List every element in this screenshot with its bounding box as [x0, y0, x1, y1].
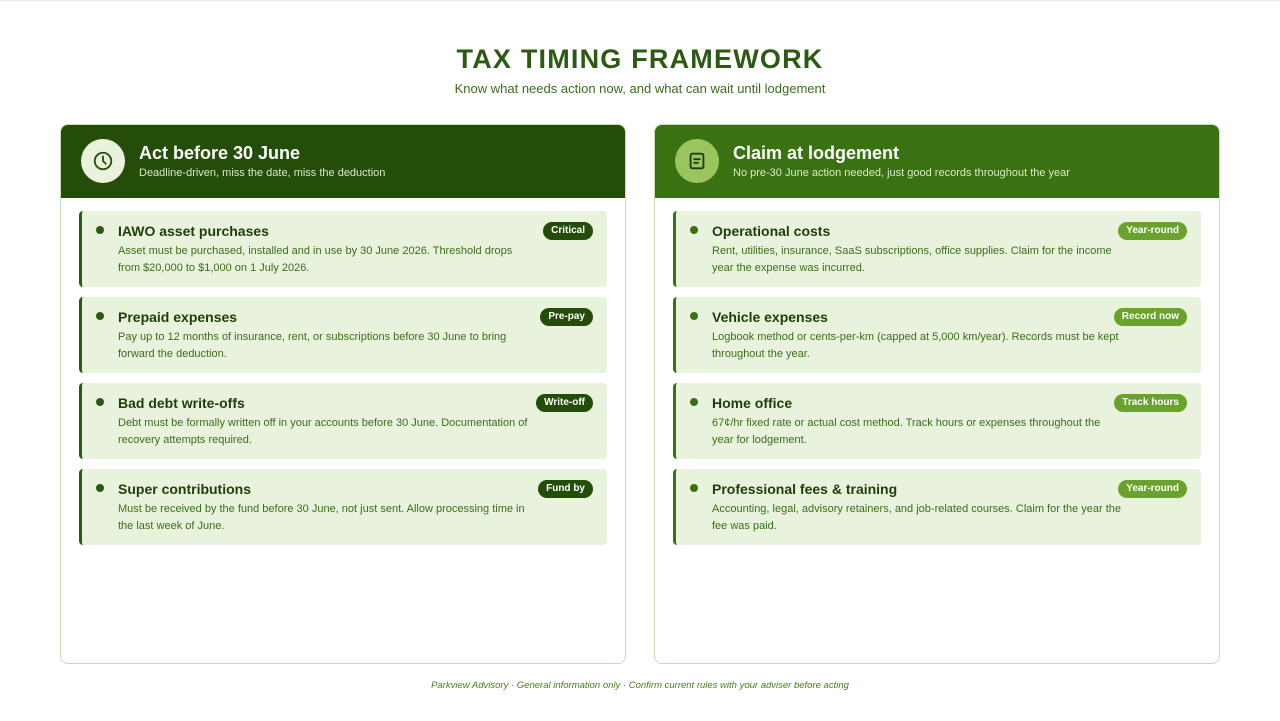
item-title: Super contributions [118, 481, 251, 497]
list-item [673, 383, 1201, 459]
item-description: Logbook method or cents-per-km (capped at 5,000 km/year). Records must be kept throughout the year. [712, 331, 1119, 360]
bullet-icon [96, 398, 104, 406]
status-badge: Write-off [536, 394, 593, 412]
item-title: Bad debt write-offs [118, 395, 245, 411]
item-title: IAWO asset purchases [118, 223, 269, 239]
item-description: 67¢/hr fixed rate or actual cost method. Track hours or expenses throughout the year for lodgement. [712, 417, 1101, 446]
top-divider [0, 0, 1280, 1]
status-badge: Pre-pay [540, 308, 593, 326]
item-description: Pay up to 12 months of insurance, rent, or subscriptions before 30 June to bring forward the deduction. [118, 331, 507, 360]
act-before-subtitle: Deadline-driven, miss the date, miss the deduction [139, 167, 386, 179]
bullet-icon [690, 312, 698, 320]
bullet-icon [96, 226, 104, 234]
status-badge: Record now [1114, 308, 1187, 326]
item-title: Prepaid expenses [118, 309, 238, 325]
page-title: TAX TIMING FRAMEWORK [456, 44, 824, 74]
claim-at-lodgement-list [673, 211, 1201, 555]
clock-icon [81, 139, 125, 183]
footer-disclaimer: Parkview Advisory · General information only · Confirm current rules with your adviser before acting [431, 680, 849, 691]
list-item [79, 211, 607, 287]
bullet-icon [690, 484, 698, 492]
item-description: Accounting, legal, advisory retainers, and job-related courses. Claim for the year the fee was paid. [712, 503, 1122, 532]
list-item [673, 211, 1201, 287]
list-item [79, 383, 607, 459]
page-subtitle: Know what needs action now, and what can wait until lodgement [454, 81, 826, 96]
item-title: Operational costs [712, 223, 831, 239]
act-before-header [61, 125, 625, 198]
status-badge: Critical [543, 222, 593, 240]
claim-at-lodgement-header [655, 125, 1219, 198]
list-item [79, 469, 607, 545]
item-description: Asset must be purchased, installed and in use by 30 June 2026. Threshold drops from $20,000 to $1,000 on 1 July 2026. [118, 245, 513, 274]
item-title: Home office [712, 395, 793, 411]
list-item [673, 297, 1201, 373]
claim-at-lodgement-panel [654, 124, 1220, 664]
bullet-icon [96, 484, 104, 492]
document-icon [675, 139, 719, 183]
claim-at-lodgement-subtitle: No pre-30 June action needed, just good records throughout the year [733, 167, 1070, 179]
act-before-list [79, 211, 607, 555]
bullet-icon [690, 398, 698, 406]
item-title: Professional fees & training [712, 481, 898, 497]
item-description: Must be received by the fund before 30 June, not just sent. Allow processing time in the last week of June. [118, 503, 525, 532]
item-description: Rent, utilities, insurance, SaaS subscriptions, office supplies. Claim for the income year the expense was incurred. [712, 245, 1112, 274]
claim-at-lodgement-title: Claim at lodgement [733, 143, 900, 163]
list-item [79, 297, 607, 373]
status-badge: Fund by [538, 480, 593, 498]
item-title: Vehicle expenses [712, 309, 828, 325]
item-description: Debt must be formally written off in your accounts before 30 June. Documentation of recovery attempts required. [118, 417, 528, 446]
status-badge: Track hours [1114, 394, 1187, 412]
bullet-icon [96, 312, 104, 320]
act-before-title: Act before 30 June [139, 143, 301, 163]
bullet-icon [690, 226, 698, 234]
list-item [673, 469, 1201, 545]
status-badge: Year-round [1118, 222, 1187, 240]
act-before-panel [60, 124, 626, 664]
status-badge: Year-round [1118, 480, 1187, 498]
